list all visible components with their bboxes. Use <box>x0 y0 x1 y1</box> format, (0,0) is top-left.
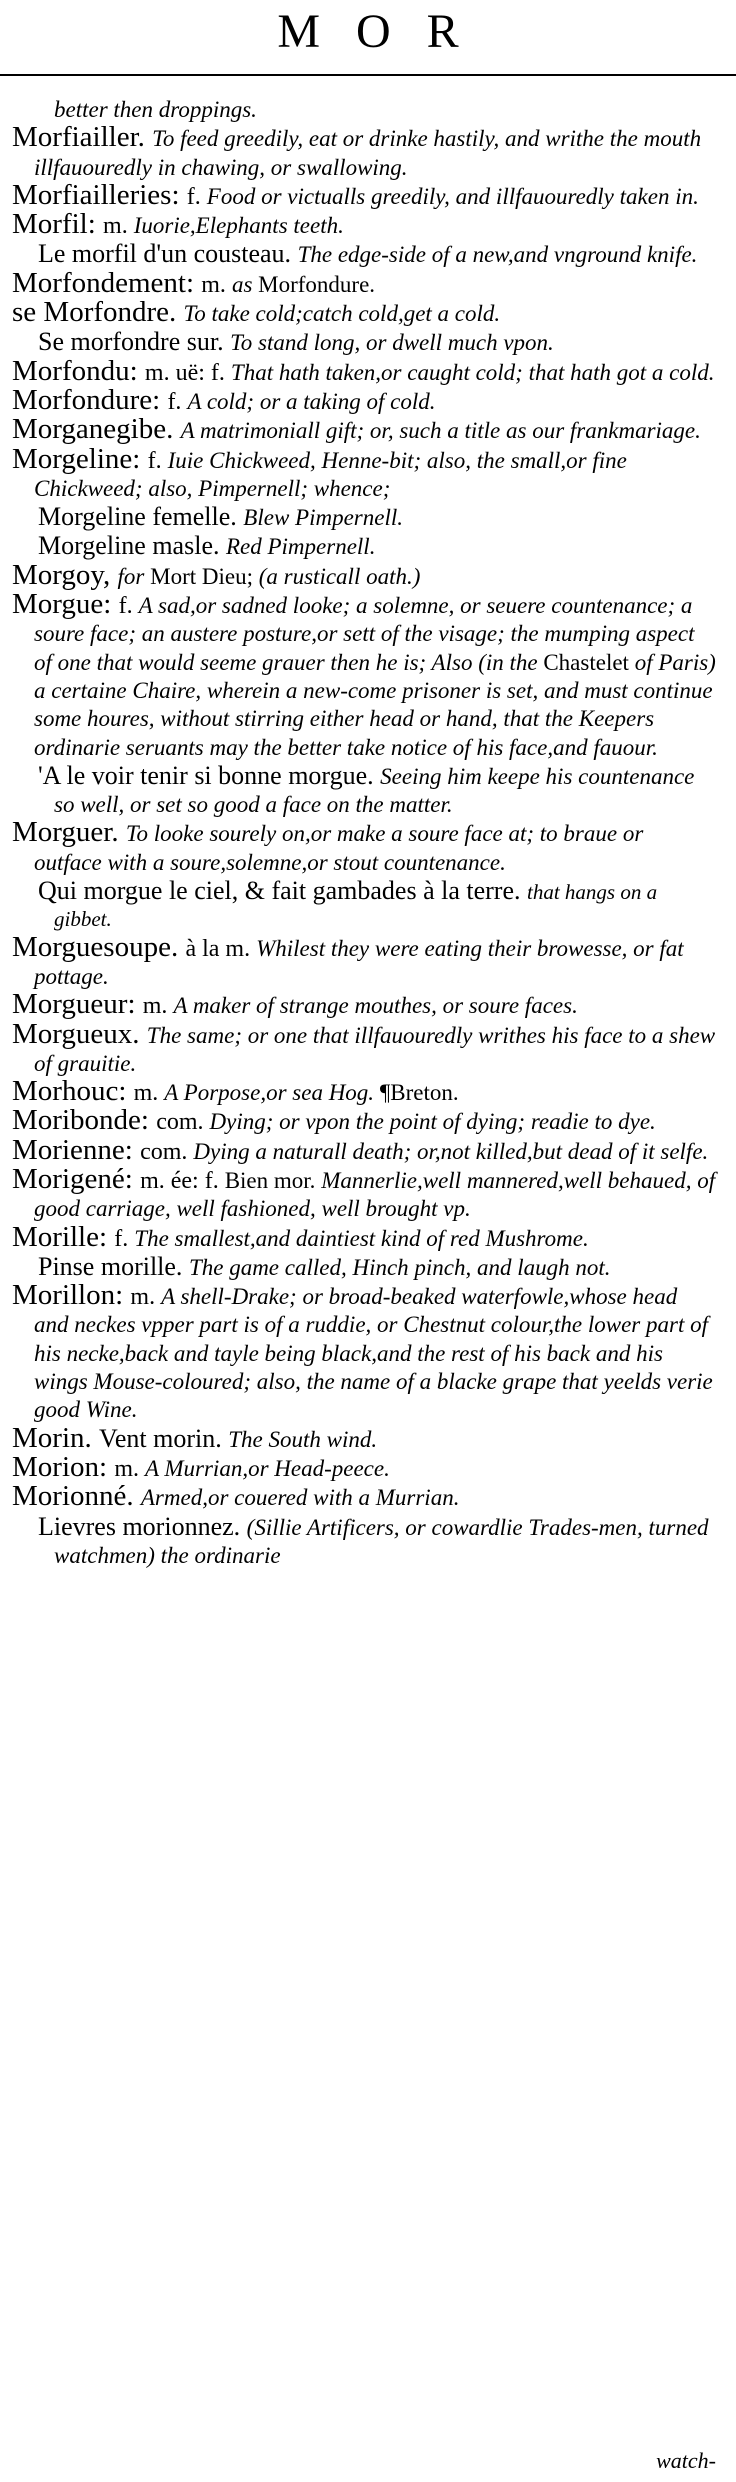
headword: Morhouc: <box>12 1075 134 1108</box>
definition-text: The smallest,and daintiest kind of red Mushrome. <box>134 1225 589 1251</box>
definition-text: better then droppings. <box>54 97 257 122</box>
definition-text: (Sillie Artificers, or cowardlie Trades-men, turned watchmen) the ordinarie <box>54 1514 709 1568</box>
headword: Morionné. <box>12 1480 141 1513</box>
headword: Morgeline: <box>12 442 148 475</box>
dictionary-entry <box>12 296 716 329</box>
dictionary-subentry <box>12 1513 716 1571</box>
dictionary-entry <box>12 1133 716 1166</box>
roman-text: Chastelet <box>543 649 629 675</box>
grammar-label: f. <box>147 447 168 474</box>
headword: Morganegibe. <box>12 413 181 446</box>
dictionary-entry <box>12 1450 716 1483</box>
definition-text: Mannerlie,well mannered,well behaued, of good carriage, well fashioned, well brought vp. <box>34 1167 716 1222</box>
dictionary-subentry <box>12 503 716 532</box>
definition-text: for <box>117 563 151 589</box>
dictionary-entry <box>12 1162 716 1224</box>
dictionary-subentry <box>12 240 716 269</box>
dictionary-entry <box>12 208 716 241</box>
subentry-phrase: Vent morin. <box>99 1423 229 1453</box>
dictionary-entry <box>12 1279 716 1424</box>
grammar-label: m. <box>130 1284 162 1311</box>
dictionary-entry <box>12 558 716 591</box>
grammar-label: f. <box>167 388 188 415</box>
definition-text: Red Pimpernell. <box>225 534 376 560</box>
grammar-label: com. <box>140 1138 194 1165</box>
roman-text: Morfondure. <box>258 271 376 297</box>
definition-text: The South wind. <box>228 1426 378 1452</box>
definition-text: A cold; or a taking of cold. <box>187 388 436 414</box>
dictionary-entry <box>12 266 716 299</box>
headword: Morgoy, <box>12 558 118 591</box>
definition-text: of Paris) a certaine Chaire, wherein a new-come prisoner is set, and must continue some houres, without stirring either head or hand, that the Keepers ordinarie seruants may the better take notice of his face,and fauour. <box>34 649 716 760</box>
definition-text: Whilest they were eating their browesse, or fat pottage. <box>34 935 684 989</box>
dictionary-entry <box>12 96 716 124</box>
subentry-phrase: Morgeline masle. <box>38 531 226 561</box>
headword: Morgue: <box>12 588 119 621</box>
grammar-label: m. <box>114 1455 145 1482</box>
subentry-phrase: Lievres morionnez. <box>38 1511 247 1541</box>
dictionary-entry <box>12 1480 716 1513</box>
page-header <box>0 0 736 70</box>
definition-text: A matrimoniall gift; or, such a title as our frankmariage. <box>180 418 701 444</box>
headword: Morillon: <box>12 1279 131 1312</box>
definition-text: Armed,or couered with a Murrian. <box>140 1485 460 1511</box>
definition-text: Dying a naturall death; or,not killed,but dead of it selfe. <box>193 1138 709 1164</box>
dictionary-entries <box>0 96 736 1570</box>
headword: Morfondure: <box>12 383 168 416</box>
grammar-label: f. <box>118 593 139 620</box>
dictionary-subentry <box>12 328 716 357</box>
grammar-label: com. <box>156 1109 210 1136</box>
headword: Morigené: <box>12 1162 141 1195</box>
headword: Morfiailler. <box>12 121 153 154</box>
dictionary-entry <box>12 930 716 992</box>
definition-text: A Porpose,or sea Hog. <box>164 1080 380 1106</box>
definition-text: Iuorie,Elephants teeth. <box>133 213 344 239</box>
dictionary-entry <box>12 816 716 877</box>
definition-text: To looke sourely on,or make a soure face at; to braue or outface with a soure,solemne,or stout countenance. <box>34 821 644 875</box>
dictionary-subentry <box>12 762 716 820</box>
definition-text: A sad,or sadned looke; a solemne, or seuere countenance; a soure face; an austere posture,or sett of the visage; the mumping aspect of one that would seeme grauer then he is; Also (in the <box>34 593 695 675</box>
grammar-label: f. <box>186 183 207 210</box>
definition-text: To feed greedily, eat or drinke hastily, and writhe the mouth illfauouredly in chawing, or swallowing. <box>34 126 702 180</box>
dictionary-entry <box>12 413 716 446</box>
roman-text: ¶Breton. <box>379 1080 459 1106</box>
grammar-label: m. <box>103 213 134 240</box>
headword: Morin. <box>12 1421 99 1454</box>
dictionary-entry <box>12 988 716 1021</box>
dictionary-subentry <box>12 877 716 934</box>
headword: Morfil: <box>12 208 104 241</box>
dictionary-subentry <box>12 1253 716 1282</box>
subentry-phrase: 'A le voir tenir si bonne morgue. <box>38 760 381 790</box>
dictionary-entry <box>12 1421 716 1454</box>
headword: Morguesoupe. <box>12 930 186 963</box>
grammar-label: à la m. <box>185 935 257 962</box>
definition-text: A shell-Drake; or broad-beaked waterfowle,whose head and neckes vpper part is of a ruddie, or Chestnut colour,the lower part of his necke,back and tayle being black,and the rest of his back and his wings Mouse-coloured; also, the name of a blacke grape that yeelds verie good Wine. <box>34 1284 713 1423</box>
headword: Morguer. <box>12 816 126 849</box>
dictionary-entry <box>12 442 716 504</box>
roman-text: Mort Dieu; <box>150 563 259 589</box>
grammar-label: m. <box>201 271 232 298</box>
definition-text: Seeing him keepe his countenance so well, or set so good a face on the matter. <box>54 763 695 818</box>
grammar-label: m. ée: f. <box>140 1167 225 1194</box>
dictionary-subentry <box>12 532 716 561</box>
definition-text: The game called, Hinch pinch, and laugh not. <box>188 1254 611 1280</box>
dictionary-entry <box>12 1017 716 1079</box>
dictionary-entry <box>12 383 716 416</box>
dictionary-entry <box>12 354 716 387</box>
definition-text: Blew Pimpernell. <box>243 505 403 531</box>
definition-text: To take cold;catch cold,get a cold. <box>183 301 501 327</box>
definition-text: as <box>231 271 259 297</box>
dictionary-entry <box>12 1220 716 1253</box>
headword: Morgueur: <box>12 988 143 1021</box>
catchword: watch- <box>656 2448 716 2473</box>
headword: Morgueux. <box>12 1017 147 1050</box>
grammar-label: m. <box>133 1080 165 1107</box>
subentry-phrase: Pinse morille. <box>38 1251 189 1281</box>
grammar-label: f. <box>114 1225 135 1252</box>
dictionary-entry <box>12 1075 716 1108</box>
dictionary-entry <box>12 588 716 762</box>
definition-text: Dying; or vpon the point of dying; readie to dye. <box>209 1109 656 1135</box>
headword: Moribonde: <box>12 1104 157 1137</box>
definition-text: The edge-side of a new,and vnground knife. <box>297 242 698 268</box>
roman-text: Bien mor. <box>224 1167 322 1193</box>
subentry-phrase: Le morfil d'un cousteau. <box>38 239 298 269</box>
definition-text: Iuie Chickweed, Henne-bit; also, the small,or fine Chickweed; also, Pimpernell; whence; <box>34 447 627 501</box>
definition-text: To stand long, or dwell much vpon. <box>230 330 554 356</box>
dictionary-entry <box>12 1104 716 1137</box>
dictionary-entry <box>12 121 716 182</box>
definition-text: That hath taken,or caught cold; that hath got a cold. <box>230 359 715 385</box>
definition-text: Food or victualls greedily, and illfauouredly taken in. <box>206 183 699 209</box>
grammar-label: m. <box>142 993 174 1020</box>
definition-text: The same; or one that illfauouredly writhes his face to a shew of grauitie. <box>34 1022 716 1076</box>
headword: Morion: <box>12 1450 115 1483</box>
headword: Morienne: <box>12 1133 141 1166</box>
grammar-label: m. uë: f. <box>144 359 231 386</box>
header-rule <box>0 74 736 76</box>
subentry-phrase: Morgeline femelle. <box>38 502 244 532</box>
headword: Morfondement: <box>12 266 202 299</box>
subentry-phrase: Se morfondre sur. <box>38 327 231 357</box>
running-head: MOR <box>277 5 495 58</box>
dictionary-entry <box>12 178 716 211</box>
definition-text: that hangs on a gibbet. <box>54 880 658 932</box>
subentry-phrase: Qui morgue le ciel, & fait gambades à la terre. <box>38 876 527 906</box>
definition-text: (a rusticall oath.) <box>258 563 421 589</box>
headword: Morfiailleries: <box>12 178 187 211</box>
definition-text: A Murrian,or Head-peece. <box>144 1455 390 1481</box>
headword: Morfondu: <box>12 354 145 387</box>
definition-text: A maker of strange mouthes, or soure faces. <box>173 993 578 1019</box>
headword: se Morfondre. <box>12 296 184 329</box>
headword: Morille: <box>12 1220 115 1253</box>
